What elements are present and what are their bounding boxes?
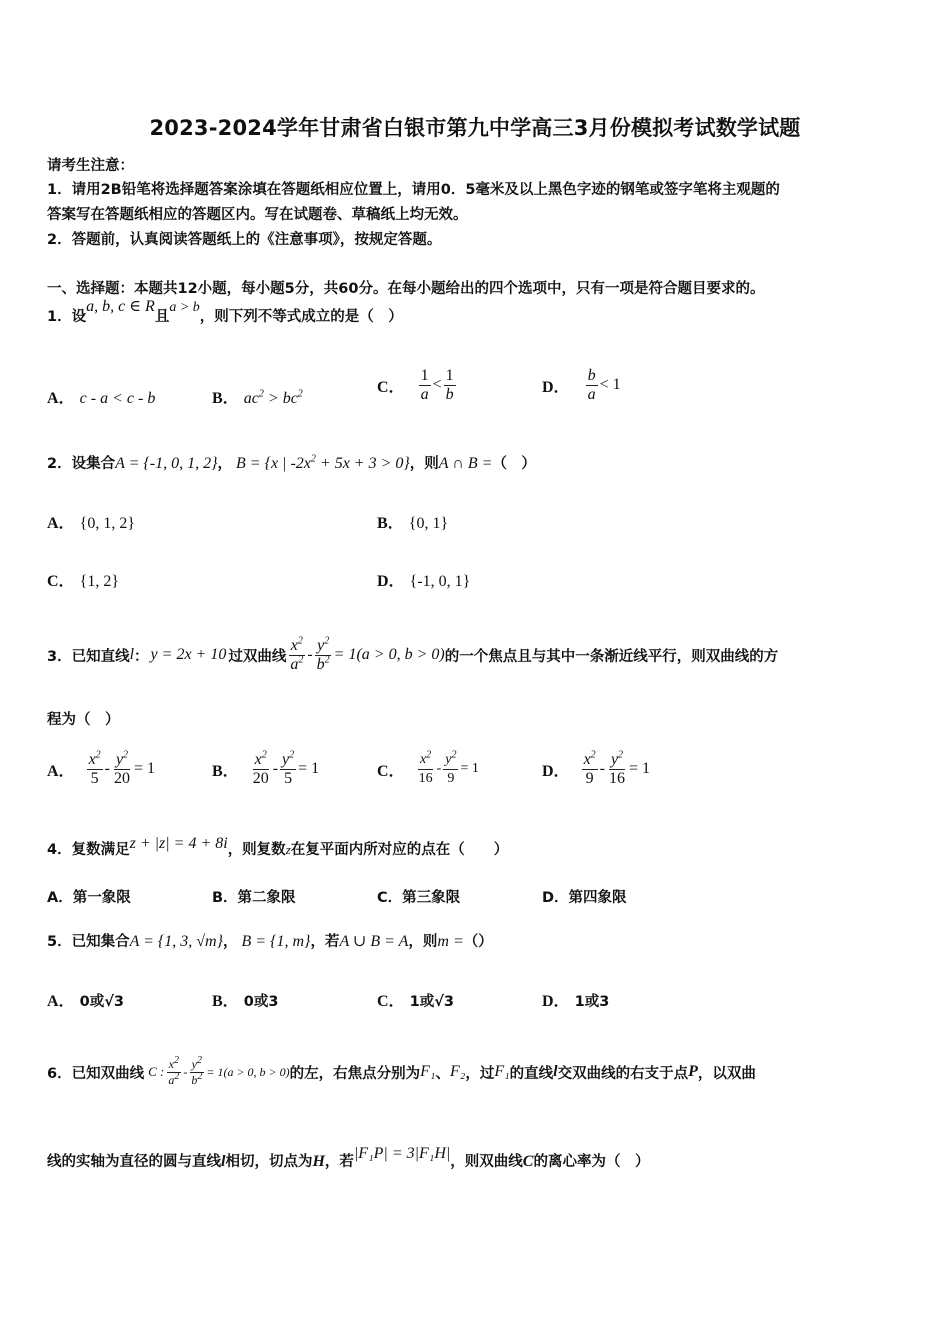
- q3-mid: 过双曲线: [228, 648, 287, 665]
- option-c-value: {1, 2}: [79, 573, 120, 590]
- q6-sep: 、: [435, 1065, 450, 1082]
- notice-item-1b: 答案写在答题纸相应的答题区内。写在试题卷、草稿纸上均无效。: [47, 207, 468, 223]
- q6-text2: ，过: [465, 1065, 495, 1082]
- q5-expr: m =: [437, 933, 464, 950]
- q6-sym-c: C: [522, 1153, 534, 1170]
- q6-sym-p: P: [688, 1063, 698, 1080]
- q2-option-c[interactable]: [47, 568, 119, 591]
- q1-suffix: ，则下列不等式成立的是（ ）: [199, 309, 403, 325]
- q5-mid: ，若: [310, 934, 340, 950]
- q3-option-c[interactable]: C． $\frac{x^2}{16}$ - $\frac{y^2}{9}$ = 1: [377, 748, 479, 786]
- q4-option-c[interactable]: C．第三象限: [377, 890, 461, 906]
- q4-z: z: [285, 842, 291, 857]
- q3-suffix: 的一个焦点且与其中一条渐近线平行，则双曲线的方: [444, 648, 779, 665]
- q3-condition: = 1(a > 0, b > 0): [333, 646, 445, 663]
- notice-item-1a: 1．请用2B铅笔将选择题答案涂填在答题纸相应位置上，请用0．5毫米及以上黑色字迹的钢笔或签字笔将主观题的: [47, 182, 780, 198]
- q6-text5: ，以双曲: [697, 1065, 756, 1082]
- q5-option-b[interactable]: [212, 988, 278, 1011]
- option-a-value: {0, 1, 2}: [79, 515, 136, 532]
- question-5: [47, 930, 493, 951]
- q1-mid: 且: [154, 309, 170, 325]
- q6-text3: 的直线: [509, 1065, 554, 1082]
- fraction-1-over-b: $\frac{1}{b}$: [445, 366, 454, 403]
- q4-option-d[interactable]: D．第四象限: [542, 890, 627, 906]
- option-d-value: {-1, 0, 1}: [409, 573, 471, 590]
- q3-option-d[interactable]: D． $\frac{x^2}{9}$ - $\frac{y^2}{16}$ = 1: [542, 749, 651, 787]
- q3-y2-over-b2: $\frac{y^2}{b^2}$: [316, 635, 330, 673]
- question-4: [47, 835, 509, 859]
- q2-comma: ，: [217, 456, 232, 472]
- option-c-value: 1或√3: [409, 994, 454, 1010]
- option-label: D．: [542, 993, 570, 1010]
- q6-line2c: ，若: [324, 1154, 354, 1170]
- q5-suffix: （）: [463, 934, 493, 950]
- q5-option-a[interactable]: [47, 988, 124, 1011]
- q1-prefix: 1．设: [47, 309, 87, 325]
- question-6-line2: [47, 1145, 650, 1171]
- fraction: $\frac{y^2}{5}$: [282, 749, 295, 787]
- option-label: B．: [212, 993, 239, 1010]
- q5-set-a: A = {1, 3, √m}: [129, 933, 224, 950]
- option-label: D．: [542, 378, 570, 396]
- option-b-value: 0或3: [243, 994, 279, 1010]
- q1-cond1: a, b, c ∈ R: [86, 298, 155, 315]
- q6-x2-over-a2: $\frac{x^2}{a^2}$: [168, 1054, 180, 1087]
- q2-set-b: B = {x | $-2x^2 + 5x + 3 > 0$}: [236, 453, 410, 472]
- option-label: A．: [47, 993, 75, 1010]
- fraction: $\frac{x^2}{20}$: [252, 749, 269, 787]
- question-2: [47, 452, 536, 473]
- question-3-line2: 程为（ ）: [47, 712, 120, 728]
- q5-comma: ，: [223, 934, 238, 950]
- q4-prefix: 4．复数满足: [47, 842, 130, 858]
- fraction: $\frac{x^2}{16}$: [418, 748, 433, 786]
- q6-sym-l: l: [553, 1063, 558, 1080]
- option-label: D．: [542, 762, 570, 780]
- fraction-1-over-a: $\frac{1}{a}$: [420, 366, 429, 403]
- q2-expr: A ∩ B =: [438, 455, 493, 472]
- q1-cond2: a > b: [169, 300, 200, 315]
- option-a-expr: c - a < c - b: [79, 390, 156, 407]
- q6-condition: = 1(a > 0, b > 0): [206, 1064, 290, 1079]
- option-label: C．: [377, 378, 405, 396]
- q2-option-a[interactable]: [47, 510, 135, 533]
- q6-prefix: 6．已知双曲线: [47, 1065, 145, 1082]
- q6-y2-over-b2: $\frac{y^2}{b^2}$: [191, 1054, 203, 1087]
- q6-f2: F₂: [449, 1063, 466, 1080]
- option-label: B．: [377, 515, 404, 532]
- option-label: B．: [212, 390, 239, 407]
- q2-option-b[interactable]: [377, 510, 448, 533]
- fraction: $\frac{y^2}{16}$: [609, 749, 625, 787]
- q5-option-c[interactable]: [377, 988, 454, 1011]
- q4-mid: ，则复数: [227, 842, 286, 858]
- q4-suffix: 在复平面内所对应的点在（ ）: [290, 842, 509, 858]
- q3-line-eq: y = 2x + 10: [150, 646, 227, 663]
- q4-expr: z + |z| = 4 + 8i: [129, 835, 228, 852]
- q6-f1b: F₁: [494, 1063, 510, 1080]
- q6-cond2: |F₁P| = 3|F₁H|: [353, 1145, 451, 1162]
- q6-line2e: 的离心率为（ ）: [533, 1154, 650, 1170]
- q3-prefix: 3．已知直线: [47, 648, 130, 665]
- q3-x2-over-a2: $\frac{x^2}{a^2}$: [290, 635, 304, 673]
- question-6: 6．已知双曲线 C : $\frac{x^2}{a^2}$ - $\frac{y^2}{b^2}$ = 1(a > 0, b > 0) 的左，右焦点分别为 F₁ 、 F₂ ，过 F₁ 的直线 l 交双曲线的右支于点 P ，以双曲: [47, 1054, 756, 1087]
- option-label: A．: [47, 515, 75, 532]
- option-b-expr: $ac^2 > bc^2$: [243, 388, 303, 407]
- q1-option-a[interactable]: [47, 385, 155, 408]
- q2-paren: （ ）: [492, 456, 536, 472]
- q6-text4: 交双曲线的右支于点: [557, 1065, 689, 1082]
- page-title: 2023-2024学年甘肃省白银市第九中学高三3月份模拟考试数学试题: [149, 116, 801, 140]
- option-d-value: 1或3: [574, 994, 610, 1010]
- q4-option-a[interactable]: A．第一象限: [47, 890, 131, 906]
- fraction: $\frac{x^2}{5}$: [88, 749, 101, 787]
- q2-set-a: A = {-1, 0, 1, 2}: [115, 455, 218, 472]
- q6-curve: C :: [148, 1064, 165, 1079]
- option-label: C．: [47, 573, 75, 590]
- question-1: [47, 298, 403, 326]
- section-heading: 一、选择题：本题共12小题，每小题5分，共60分。在每小题给出的四个选项中，只有一项是符合题目要求的。: [47, 281, 765, 297]
- q2-prefix: 2．设集合: [47, 456, 116, 472]
- fraction: $\frac{y^2}{9}$: [445, 748, 457, 786]
- notice-heading: 请考生注意：: [47, 158, 134, 174]
- q1-option-d[interactable]: D． $\frac{b}{a}$ < 1: [542, 366, 621, 403]
- q6-sym-l2: l: [221, 1153, 226, 1170]
- q1-option-c[interactable]: C． $\frac{1}{a}$ < $\frac{1}{b}$: [377, 366, 454, 403]
- q4-option-b[interactable]: B．第二象限: [212, 890, 296, 906]
- q2-option-d[interactable]: [377, 568, 470, 591]
- option-label: C．: [377, 762, 405, 780]
- q1-option-b[interactable]: [212, 385, 303, 408]
- question-3: 3．已知直线 l ： y = 2x + 10 过双曲线 $\frac{x^2}{a^2}$ - $\frac{y^2}{b^2}$ = 1(a > 0, b > 0) 的一个焦点且与其中一条渐近线平行，则双曲线的方: [47, 635, 779, 673]
- fraction-b-over-a: $\frac{b}{a}$: [587, 366, 596, 403]
- option-label: A．: [47, 762, 75, 780]
- q2-suffix: ，则: [409, 456, 439, 472]
- q6-line2a: 线的实轴为直径的圆与直线: [47, 1154, 221, 1170]
- option-a-value: 0或√3: [79, 994, 124, 1010]
- q6-sym-h: H: [312, 1153, 325, 1170]
- option-b-value: {0, 1}: [408, 515, 449, 532]
- notice-item-2: 2．答题前，认真阅读答题纸上的《注意事项》，按规定答题。: [47, 232, 442, 248]
- q3-option-a[interactable]: A． $\frac{x^2}{5}$ - $\frac{y^2}{20}$ = 1: [47, 749, 156, 787]
- q3-colon: ：: [134, 648, 149, 665]
- q6-text: 的左，右焦点分别为: [289, 1065, 421, 1082]
- q5-option-d[interactable]: [542, 988, 609, 1011]
- q3-line-name: l: [129, 646, 135, 663]
- q6-line2d: ，则双曲线: [450, 1154, 523, 1170]
- q3-option-b[interactable]: B． $\frac{x^2}{20}$ - $\frac{y^2}{5}$ = 1: [212, 749, 320, 787]
- q5-mid2: ，则: [408, 934, 438, 950]
- fraction: $\frac{y^2}{20}$: [114, 749, 130, 787]
- option-label: C．: [377, 993, 405, 1010]
- q5-cond: A ∪ B = A: [339, 933, 409, 950]
- option-label: D．: [377, 573, 405, 590]
- option-label: A．: [47, 390, 75, 407]
- q5-prefix: 5．已知集合: [47, 934, 130, 950]
- q6-line2b: 相切，切点为: [225, 1154, 313, 1170]
- fraction: $\frac{x^2}{9}$: [583, 749, 596, 787]
- q5-set-b: B = {1, m}: [241, 933, 311, 950]
- option-label: B．: [212, 762, 239, 780]
- q6-f1: F₁: [420, 1063, 436, 1080]
